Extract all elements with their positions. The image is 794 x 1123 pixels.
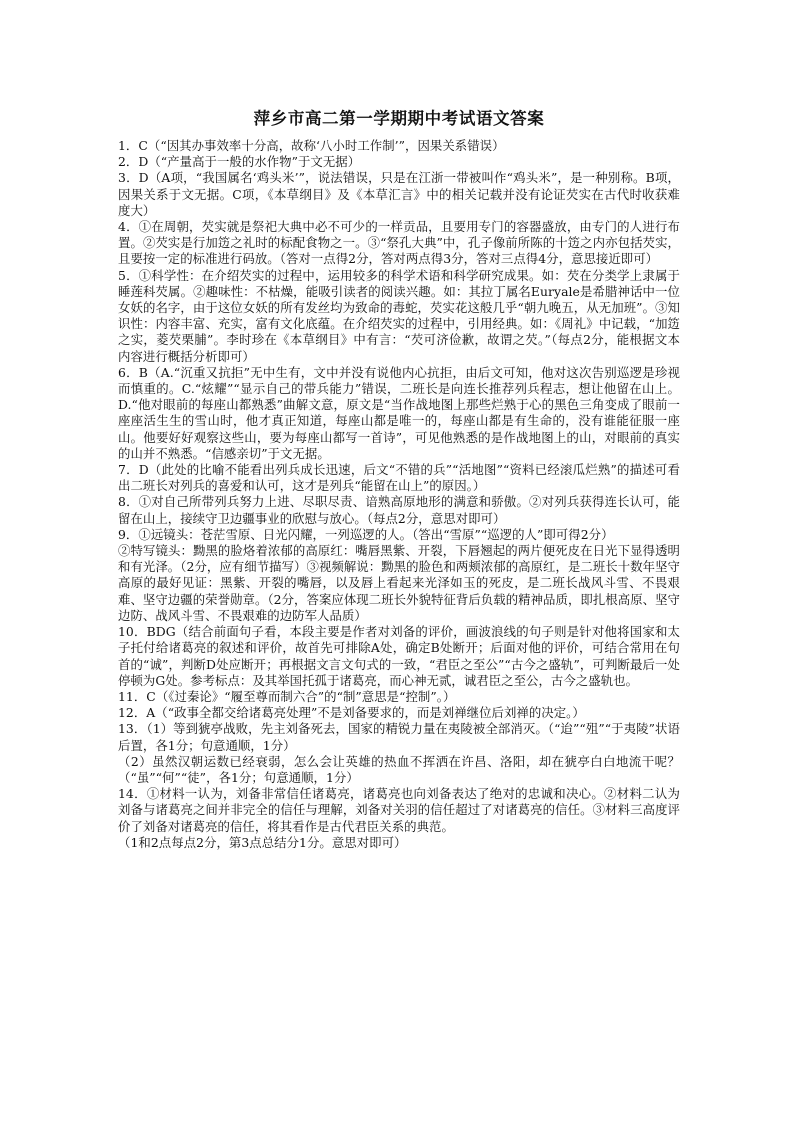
answer-list [118, 138, 680, 851]
answer-paragraph: 3．D（A项，“我国属名‘鸡头米’”，说法错误，只是在江浙一带被叫作“鸡头米”，是一种别称。B项，因果关系于文无据。C项，《本草纲目》及《本草汇言》中的相关记载并没有论证芡实在古代时收获难度大） [118, 170, 680, 218]
answer-paragraph: 1．C（“因其办事效率十分高，故称‘八小时工作制’”，因果关系错误） [118, 138, 505, 153]
answer-paragraph: 2．D（“产量高于一般的水作物”于文无据） [118, 154, 361, 170]
answer-paragraph: 13．（1）等到猇亭战败，先主刘备死去，国家的精锐力量在夷陵被全部消灭。（“迨”“殂”“于夷陵”状语后置，各1分；句意通顺，1分） [118, 721, 680, 753]
answer-paragraph: 12．A（“政事全都交给诸葛亮处理”不是刘备要求的，而是刘禅继位后刘禅的决定。） [118, 705, 585, 721]
answer-paragraph: ②特写镜头：黝黑的脸烙着浓郁的高原红：嘴唇黑紫、开裂，下唇翘起的两片便死皮在日光下显得透明和有光泽。（2分，应有细节描写）③视频解说：黝黑的脸色和两颊浓郁的高原红，是二班长十数年坚守高原的最好见证：黑紫、开裂的嘴唇，以及唇上看起来光泽如玉的死皮，是二班长战风斗雪、不畏艰难、坚守边疆的荣誉勋章。（2分，答案应体现二班长外貌特征背后负载的精神品质，即扎根高原、坚守边防、战风斗雪、不畏艰难的边防军人品质） [118, 543, 680, 623]
answer-document [118, 108, 680, 851]
answer-paragraph: 5．①科学性：在介绍芡实的过程中，运用较多的科学术语和科学研究成果。如：芡在分类学上隶属于睡莲科芡属。②趣味性：不枯燥，能吸引读者的阅读兴趣。如：其拉丁属名Euryale是希腊神话中一位女妖的名字，由于这位女妖的所有发丝均为致命的毒蛇，芡实花这般几乎“朝九晚五，从无加班”。③知识性：内容丰富、充实，富有文化底蕴。在介绍芡实的过程中，引用经典。如：《周礼》中记载，“加笾之实，菱芡栗脯”。李时珍在《本草纲目》中有言：“芡可济俭歉，故谓之芡。”（每点2分，能根据文本内容进行概括分析即可） [118, 267, 680, 364]
answer-paragraph: 7．D（此处的比喻不能看出列兵成长迅速，后文“不错的兵”“活地图”“资料已经滚瓜烂熟”的描述可看出二班长对列兵的喜爱和认可，这才是列兵“能留在山上”的原因。） [118, 462, 680, 494]
answer-paragraph: （2）虽然汉朝运数已经衰弱，怎么会让英雄的热血不挥洒在许昌、洛阳，却在猇亭白白地流干呢？（“虽”“何”“徒”，各1分；句意通顺，1分） [118, 753, 680, 785]
answer-paragraph: 10．BDG（结合前面句子看，本段主要是作者对刘备的评价，画波浪线的句子则是针对他将国家和太子托付给诸葛亮的叙述和评价，故首先可排除A处，确定B处断开；后面对他的评价，可结合常用在句首的“诚”，判断D处应断开；再根据文言文句式的一致，“君臣之至公”“古今之盛轨”，可判断最后一处停顿为G处。参考标点：及其举国托孤于诸葛亮，而心神无贰，诚君臣之至公，古今之盛轨也。 [118, 624, 680, 688]
answer-paragraph: 4．①在周朝，芡实就是祭祀大典中必不可少的一样贡品，且要用专门的容器盛放，由专门的人进行布置。②芡实是行加笾之礼时的标配食物之一。③“祭孔大典”中，孔子像前所陈的十笾之内亦包括芡实，且要按一定的标准进行码放。（答对一点得2分，答对两点得3分，答对三点得4分，意思接近即可） [118, 219, 680, 267]
document-title: 萍乡市高二第一学期期中考试语文答案 [253, 109, 545, 128]
answer-paragraph: 6．B（A.“沉重又抗拒”无中生有，文中并没有说他内心抗拒，由后文可知，他对这次告别巡逻是珍视而慎重的。C.“炫耀”“显示自己的带兵能力”错误，二班长是向连长推荐列兵程志，想让他留在山上。D.“他对眼前的每座山都熟悉”曲解文意，原文是“当作战地图上那些烂熟于心的黑色三角变成了眼前一座座活生生的雪山时，他才真正知道，每座山都是唯一的，每座山都是有生命的，没有谁能征服一座山。他要好好观察这些山，要为每座山都写一首诗”，可见他熟悉的是作战地图上的山，对眼前的真实的山并不熟悉。“信感亲切”于文无据。 [118, 364, 680, 461]
answer-paragraph: 9．①远镜头：苍茫雪原、日光闪耀，一列巡逻的人。（答出“雪原”“巡逻的人”即可得2分） [118, 526, 614, 542]
answer-paragraph: 11．C（《过秦论》“履至尊而制六合”的“制”意思是“控制”。） [118, 688, 456, 704]
answer-paragraph: 14．①材料一认为，刘备非常信任诸葛亮，诸葛亮也向刘备表达了绝对的忠诚和决心。②材料二认为刘备与诸葛亮之间并非完全的信任与理解，刘备对关羽的信任超过了对诸葛亮的信任。③材料三高度评价了刘备对诸葛亮的信任，将其看作是古代君臣关系的典范。 [118, 786, 680, 834]
answer-paragraph: （1和2点每点2分，第3点总结分1分。意思对即可） [118, 834, 407, 850]
answer-paragraph: 8．①对自己所带列兵努力上进、尽职尽责、谙熟高原地形的满意和骄傲。②对列兵获得连长认可，能留在山上，接续守卫边疆事业的欣慰与放心。（每点2分，意思对即可） [118, 494, 680, 526]
